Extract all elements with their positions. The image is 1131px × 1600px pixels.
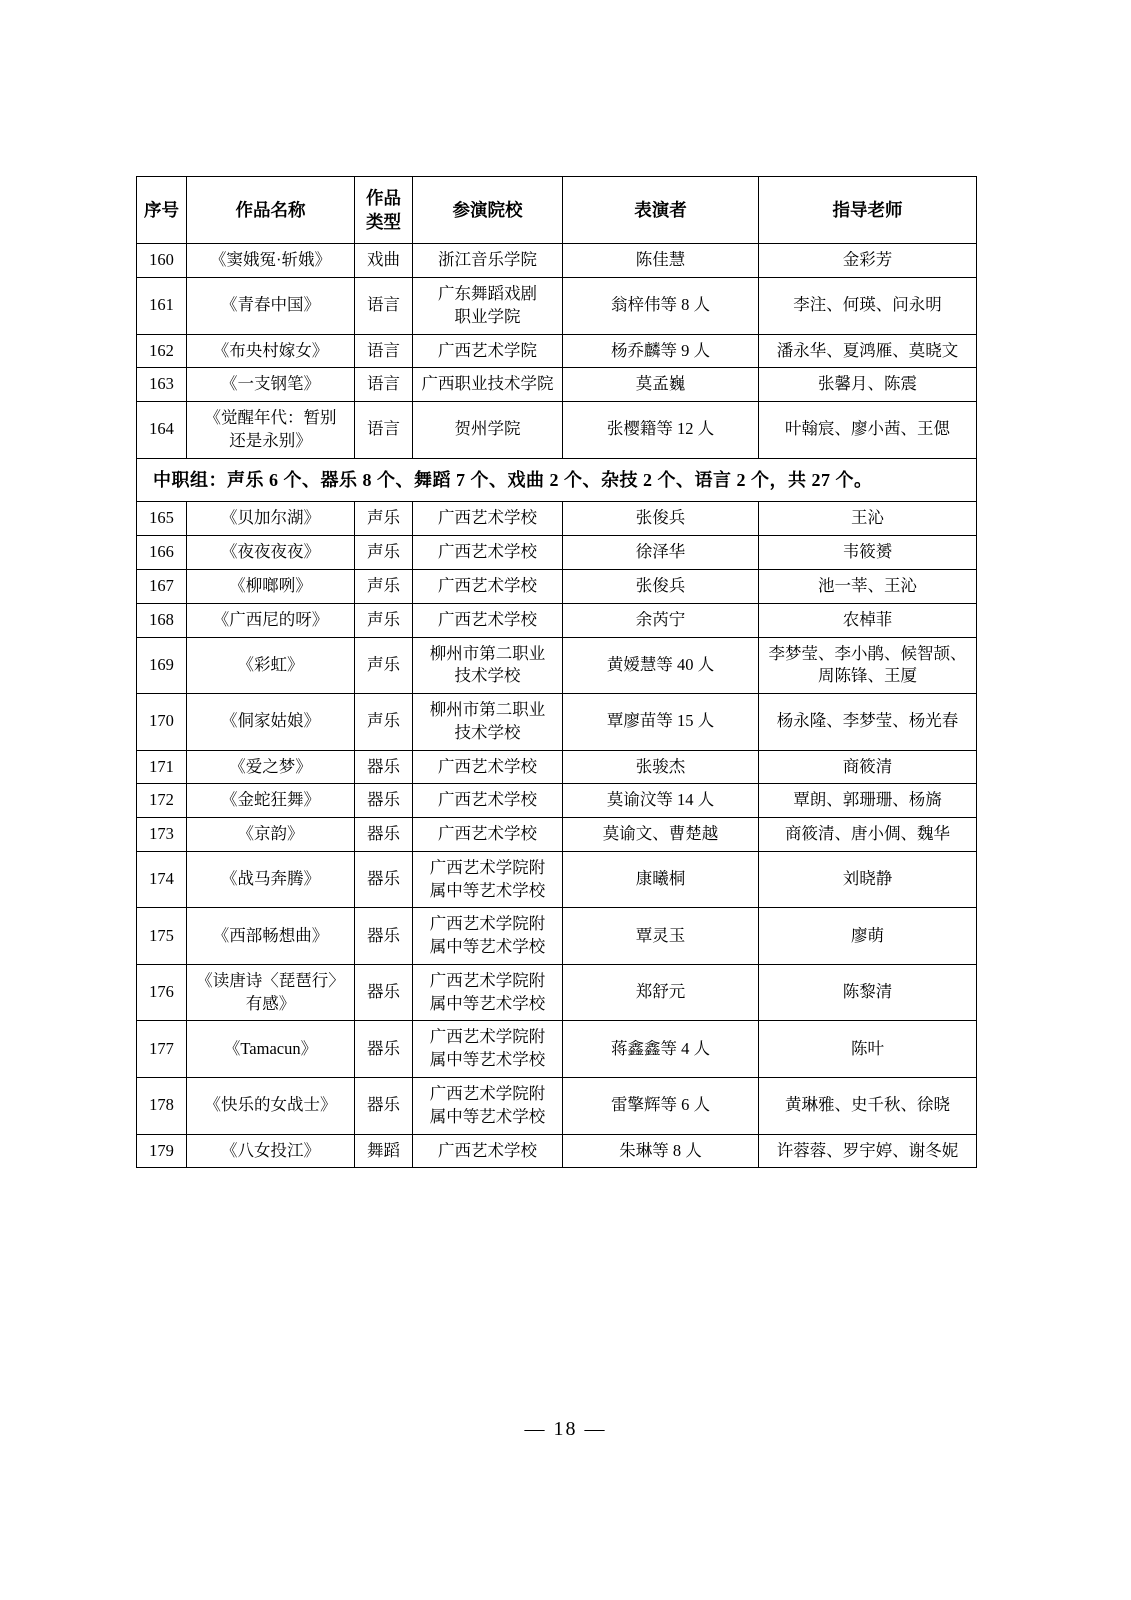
column-header-type [355, 177, 413, 244]
column-header-performer: 表演者 [563, 177, 759, 244]
cell-number: 171 [137, 750, 187, 784]
cell-title: 《八女投江》 [187, 1134, 355, 1168]
cell-title: 《西部畅想曲》 [187, 908, 355, 965]
cell-performer: 莫谕汶等 14 人 [563, 784, 759, 818]
cell-performer: 徐泽华 [563, 536, 759, 570]
cell-school: 柳州市第二职业 技术学校 [413, 637, 563, 694]
table-row [137, 784, 977, 818]
cell-school: 广西职业技术学院 [413, 368, 563, 402]
cell-teacher: 廖萌 [759, 908, 977, 965]
cell-type: 语言 [355, 278, 413, 335]
table-row [137, 278, 977, 335]
cell-title: 《柳啷咧》 [187, 570, 355, 604]
table-row [137, 750, 977, 784]
cell-performer: 康曦桐 [563, 851, 759, 908]
cell-type: 戏曲 [355, 244, 413, 278]
cell-number: 167 [137, 570, 187, 604]
cell-type: 声乐 [355, 536, 413, 570]
cell-teacher: 商筱清 [759, 750, 977, 784]
cell-type: 器乐 [355, 784, 413, 818]
cell-teacher: 商筱清、唐小倜、魏华 [759, 818, 977, 852]
cell-title: 《夜夜夜夜》 [187, 536, 355, 570]
column-header-number: 序号 [137, 177, 187, 244]
cell-number: 178 [137, 1078, 187, 1135]
table-row [137, 851, 977, 908]
cell-title: 《Tamacun》 [187, 1021, 355, 1078]
cell-performer: 陈佳慧 [563, 244, 759, 278]
cell-title: 《侗家姑娘》 [187, 694, 355, 751]
cell-number: 179 [137, 1134, 187, 1168]
cell-school: 广西艺术学校 [413, 536, 563, 570]
cell-performer: 郑舒元 [563, 964, 759, 1021]
cell-teacher: 王沁 [759, 502, 977, 536]
cell-performer: 朱琳等 8 人 [563, 1134, 759, 1168]
cell-title: 《一支钢笔》 [187, 368, 355, 402]
cell-teacher: 刘晓静 [759, 851, 977, 908]
cell-performer: 杨乔麟等 9 人 [563, 334, 759, 368]
cell-performer: 莫孟巍 [563, 368, 759, 402]
cell-type: 声乐 [355, 637, 413, 694]
cell-title: 《布央村嫁女》 [187, 334, 355, 368]
cell-number: 169 [137, 637, 187, 694]
cell-number: 166 [137, 536, 187, 570]
table-row [137, 908, 977, 965]
group-heading: 中职组：声乐 6 个、器乐 8 个、舞蹈 7 个、戏曲 2 个、杂技 2 个、语言 2 个，共 27 个。 [137, 458, 977, 502]
page-number: — 18 — [524, 1418, 607, 1440]
cell-title: 《快乐的女战士》 [187, 1078, 355, 1135]
table-row [137, 536, 977, 570]
cell-type: 器乐 [355, 818, 413, 852]
cell-type: 语言 [355, 368, 413, 402]
cell-school: 广西艺术学院附 属中等艺术学校 [413, 1078, 563, 1135]
cell-school: 广西艺术学院附 属中等艺术学校 [413, 908, 563, 965]
cell-number: 177 [137, 1021, 187, 1078]
cell-title: 《京韵》 [187, 818, 355, 852]
column-header-teacher: 指导老师 [759, 177, 977, 244]
cell-number: 173 [137, 818, 187, 852]
cell-title: 《爱之梦》 [187, 750, 355, 784]
cell-school: 广西艺术学院附 属中等艺术学校 [413, 1021, 563, 1078]
table-row [137, 368, 977, 402]
cell-teacher: 陈叶 [759, 1021, 977, 1078]
cell-title: 《读唐诗〈琵琶行〉 有感》 [187, 964, 355, 1021]
cell-teacher: 陈黎清 [759, 964, 977, 1021]
cell-title: 《青春中国》 [187, 278, 355, 335]
cell-school: 广西艺术学校 [413, 603, 563, 637]
cell-title: 《彩虹》 [187, 637, 355, 694]
table-row [137, 694, 977, 751]
column-header-school: 参演院校 [413, 177, 563, 244]
table-row [137, 334, 977, 368]
table-row [137, 402, 977, 459]
cell-teacher: 李梦莹、李小鹃、候智颉、 周陈锋、王厦 [759, 637, 977, 694]
cell-type: 器乐 [355, 750, 413, 784]
cell-type: 语言 [355, 334, 413, 368]
cell-type: 器乐 [355, 1021, 413, 1078]
cell-performer: 雷擎辉等 6 人 [563, 1078, 759, 1135]
cell-teacher: 许蓉蓉、罗宇婷、谢冬妮 [759, 1134, 977, 1168]
column-header-type-line2: 类型 [366, 212, 401, 233]
cell-number: 172 [137, 784, 187, 818]
cell-performer: 余芮宁 [563, 603, 759, 637]
cell-school: 广西艺术学校 [413, 1134, 563, 1168]
column-header-type-line1: 作品 [366, 188, 401, 208]
cell-type: 舞蹈 [355, 1134, 413, 1168]
cell-title: 《觉醒年代：暂别 还是永别》 [187, 402, 355, 459]
cell-school: 浙江音乐学院 [413, 244, 563, 278]
cell-number: 161 [137, 278, 187, 335]
cell-type: 语言 [355, 402, 413, 459]
cell-performer: 张骏杰 [563, 750, 759, 784]
table-row [137, 1078, 977, 1135]
cell-teacher: 张馨月、陈震 [759, 368, 977, 402]
cell-school: 广西艺术学校 [413, 784, 563, 818]
table-row [137, 570, 977, 604]
cell-number: 175 [137, 908, 187, 965]
cell-teacher: 金彩芳 [759, 244, 977, 278]
cell-teacher: 韦筱赟 [759, 536, 977, 570]
cell-performer: 张樱籍等 12 人 [563, 402, 759, 459]
cell-school: 广西艺术学校 [413, 818, 563, 852]
cell-performer: 黄嫒慧等 40 人 [563, 637, 759, 694]
cell-teacher: 农棹菲 [759, 603, 977, 637]
cell-number: 170 [137, 694, 187, 751]
cell-title: 《金蛇狂舞》 [187, 784, 355, 818]
cell-number: 168 [137, 603, 187, 637]
cell-type: 声乐 [355, 570, 413, 604]
cell-number: 162 [137, 334, 187, 368]
cell-school: 广西艺术学院 [413, 334, 563, 368]
cell-type: 器乐 [355, 851, 413, 908]
cell-title: 《战马奔腾》 [187, 851, 355, 908]
cell-number: 165 [137, 502, 187, 536]
cell-number: 174 [137, 851, 187, 908]
table-row [137, 502, 977, 536]
group-heading-row [137, 458, 977, 502]
cell-number: 160 [137, 244, 187, 278]
cell-teacher: 覃朗、郭珊珊、杨旖 [759, 784, 977, 818]
cell-performer: 翁梓伟等 8 人 [563, 278, 759, 335]
cell-school: 广西艺术学校 [413, 570, 563, 604]
cell-type: 声乐 [355, 502, 413, 536]
table-row [137, 244, 977, 278]
cell-teacher: 黄琳雅、史千秋、徐晓 [759, 1078, 977, 1135]
cell-number: 176 [137, 964, 187, 1021]
cell-teacher: 池一莘、王沁 [759, 570, 977, 604]
cell-performer: 张俊兵 [563, 502, 759, 536]
cell-performer: 蒋鑫鑫等 4 人 [563, 1021, 759, 1078]
table-row [137, 1134, 977, 1168]
cell-number: 163 [137, 368, 187, 402]
table-row [137, 603, 977, 637]
cell-type: 器乐 [355, 1078, 413, 1135]
cell-teacher: 李注、何瑛、问永明 [759, 278, 977, 335]
cell-performer: 覃灵玉 [563, 908, 759, 965]
table-header-row [137, 177, 977, 244]
cell-performer: 张俊兵 [563, 570, 759, 604]
cell-performer: 覃廖苗等 15 人 [563, 694, 759, 751]
cell-school: 广西艺术学校 [413, 502, 563, 536]
cell-type: 器乐 [355, 964, 413, 1021]
table-row [137, 964, 977, 1021]
cell-type: 声乐 [355, 603, 413, 637]
cell-title: 《广西尼的呀》 [187, 603, 355, 637]
cell-school: 广西艺术学院附 属中等艺术学校 [413, 964, 563, 1021]
cell-teacher: 杨永隆、李梦莹、杨光春 [759, 694, 977, 751]
table-row [137, 637, 977, 694]
cell-type: 器乐 [355, 908, 413, 965]
table-row [137, 1021, 977, 1078]
cell-school: 广西艺术学校 [413, 750, 563, 784]
cell-school: 广西艺术学院附 属中等艺术学校 [413, 851, 563, 908]
cell-title: 《贝加尔湖》 [187, 502, 355, 536]
cell-number: 164 [137, 402, 187, 459]
cell-teacher: 潘永华、夏鸿雁、莫晓文 [759, 334, 977, 368]
cell-school: 广东舞蹈戏剧 职业学院 [413, 278, 563, 335]
table-row [137, 818, 977, 852]
awards-table [136, 176, 977, 1168]
cell-school: 柳州市第二职业 技术学校 [413, 694, 563, 751]
cell-type: 声乐 [355, 694, 413, 751]
column-header-title: 作品名称 [187, 177, 355, 244]
cell-performer: 莫谕文、曹楚越 [563, 818, 759, 852]
cell-teacher: 叶翰宸、廖小茜、王偲 [759, 402, 977, 459]
cell-school: 贺州学院 [413, 402, 563, 459]
cell-title: 《窦娥冤·斩娥》 [187, 244, 355, 278]
